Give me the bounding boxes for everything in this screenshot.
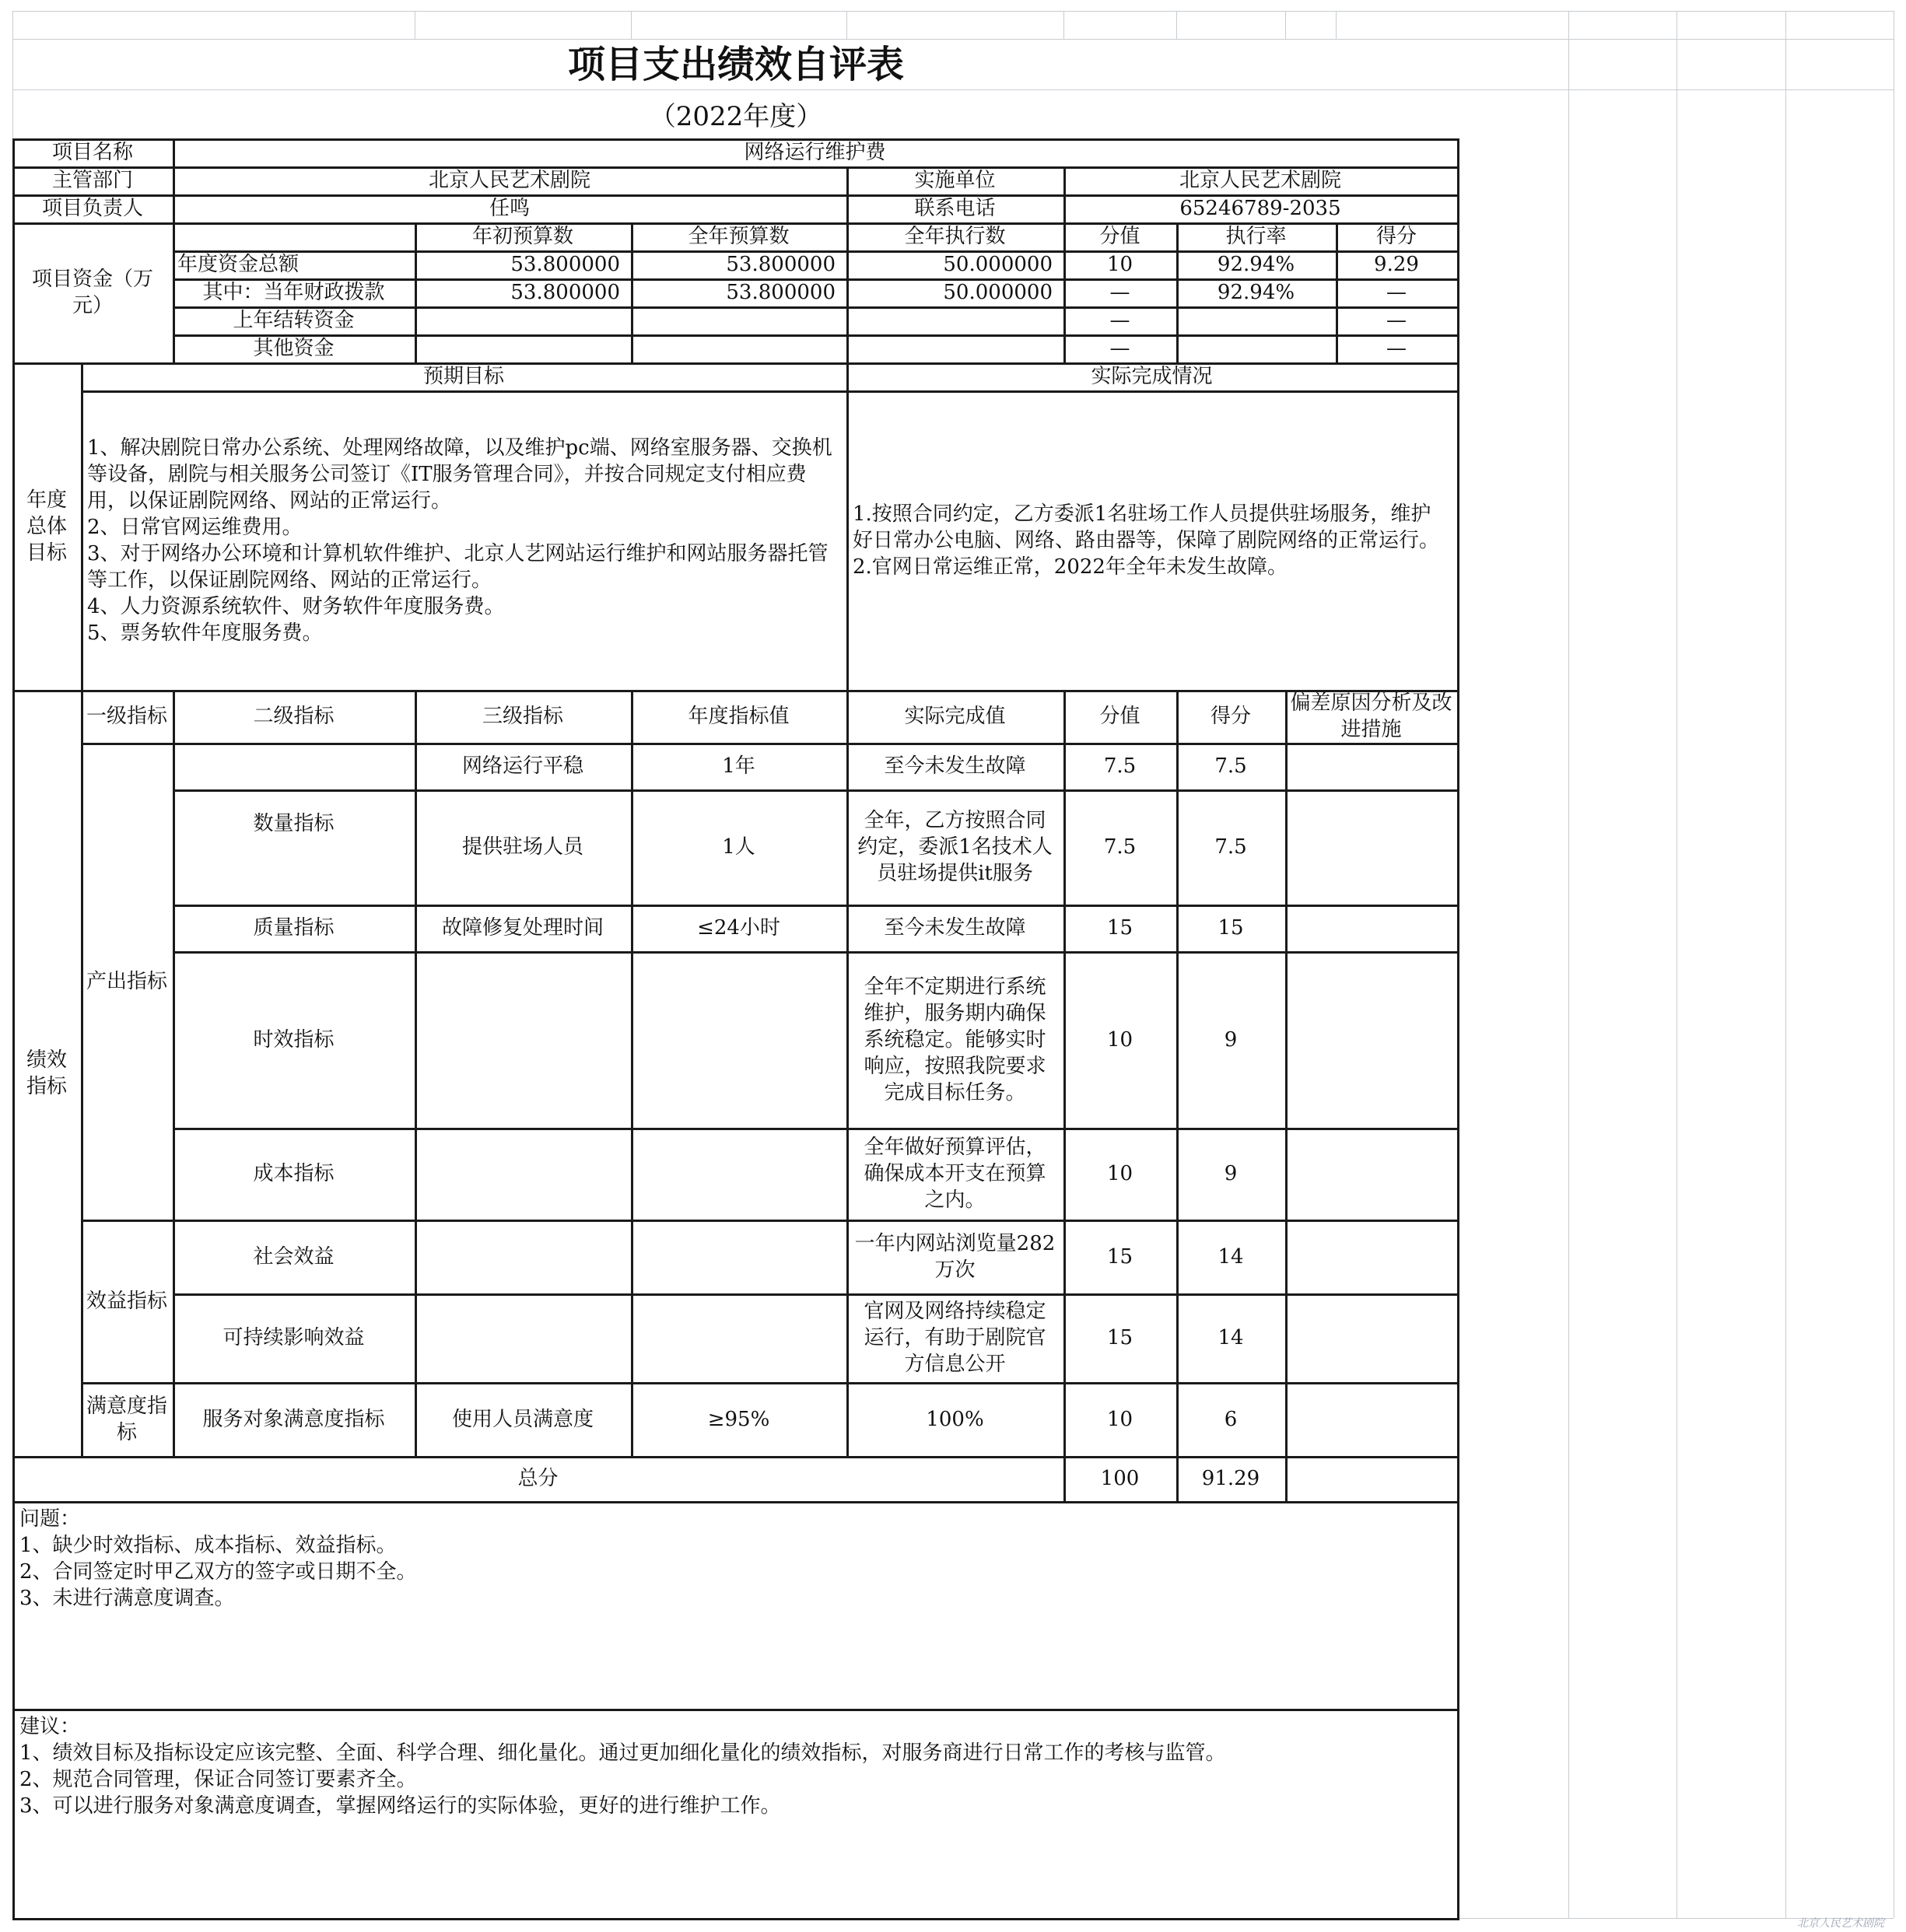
- phone-label: 联系电话: [914, 197, 996, 220]
- indicator-actual: 至今未发生故障: [884, 916, 1026, 940]
- indicator-score: 6: [1224, 1407, 1238, 1431]
- funds-weight: —: [1109, 309, 1130, 332]
- project-name-value: 网络运行维护费: [744, 141, 886, 164]
- gridline: [1336, 11, 1337, 39]
- funds-score: —: [1386, 309, 1407, 332]
- indicator-deviation: [1285, 1128, 1457, 1220]
- funds-weight: —: [1109, 281, 1130, 304]
- indicator-actual: 全年，乙方按照合同约定，委派1名技术人员驻场提供it服务: [857, 809, 1053, 885]
- expected-goal-header: 预期目标: [422, 365, 504, 388]
- advice-text: 建议： 1、绩效目标及指标设定应该完整、全面、科学合理、细化量化。通过更加细化量化的绩效指标，对服务商进行日常工作的考核与监管。 2、规范合同管理，保证合同签订要素齐全。 3、可以进行服务对象满意度调查，掌握网络运行的实际体验，更好的进行维护工作。: [19, 1715, 1226, 1818]
- funds-row-label: 上年结转资金: [233, 309, 355, 332]
- gridline: [846, 11, 847, 39]
- funds-rate: [1176, 334, 1336, 362]
- total-score: 91.29: [1201, 1467, 1260, 1490]
- gridline: [1063, 11, 1064, 39]
- funds-full: 53.800000: [726, 253, 836, 276]
- indicator-level3: 使用人员满意度: [451, 1407, 594, 1431]
- indicator-score: 7.5: [1214, 835, 1247, 859]
- indicator-actual: 一年内网站浏览量282万次: [854, 1231, 1056, 1282]
- funds-full: [631, 306, 846, 334]
- funds-init: [415, 334, 631, 362]
- funds-rate: [1176, 306, 1336, 334]
- total-weight: 100: [1100, 1467, 1140, 1490]
- funds-full: [631, 334, 846, 362]
- perf-header-level3: 三级指标: [482, 705, 563, 728]
- indicator-weight: 10: [1106, 1027, 1133, 1052]
- indicator-actual: 100%: [926, 1407, 984, 1431]
- indicator-actual: 全年不定期进行系统维护，服务期内确保系统稳定。能够实时响应，按照我院要求完成目标任务。: [864, 975, 1046, 1104]
- indicator-weight: 15: [1106, 1326, 1133, 1349]
- indicator-score: 15: [1218, 916, 1244, 940]
- subgroup-cost: 成本指标: [253, 1162, 335, 1185]
- indicator-level3: 提供驻场人员: [461, 835, 583, 859]
- funds-score: 9.29: [1374, 253, 1419, 276]
- perf-header-score: 得分: [1210, 705, 1251, 728]
- group-satisfaction: 满意度指标: [86, 1394, 167, 1444]
- indicator-deviation: [1285, 951, 1457, 1128]
- watermark: 北京人民艺术剧院: [1797, 1917, 1884, 1930]
- indicator-actual: 官网及网络持续稳定运行，有助于剧院官方信息公开: [864, 1300, 1046, 1376]
- funds-header: 年初预算数: [471, 225, 573, 248]
- funds-score: —: [1386, 281, 1407, 304]
- indicator-weight: 7.5: [1103, 835, 1137, 859]
- indicator-score: 9: [1224, 1162, 1238, 1185]
- funds-score: —: [1386, 337, 1407, 360]
- funds-header: 执行率: [1225, 225, 1287, 248]
- indicator-weight: 7.5: [1103, 754, 1137, 778]
- indicator-weight: 15: [1106, 1244, 1133, 1269]
- group-output: 产出指标: [86, 969, 167, 993]
- indicator-score: 14: [1218, 1244, 1244, 1269]
- subgroup-timeliness: 时效指标: [253, 1027, 335, 1052]
- annual-goal-label: 年度 总体 目标: [26, 488, 67, 565]
- funds-init: 53.800000: [510, 281, 620, 304]
- indicator-deviation: [1285, 743, 1457, 789]
- indicator-target: ≥95%: [707, 1407, 770, 1431]
- page-subtitle-year: （2022年度）: [649, 101, 823, 132]
- subgroup-sustainable: 可持续影响效益: [222, 1326, 365, 1349]
- gridline: [12, 89, 1894, 90]
- funds-rate: 92.94%: [1217, 281, 1295, 304]
- funds-label: 项目资金（万元）: [31, 268, 153, 317]
- perf-header-level2: 二级指标: [253, 705, 335, 728]
- perf-header-deviation: 偏差原因分析及改进措施: [1290, 691, 1452, 741]
- phone-value: 65246789-2035: [1179, 197, 1341, 220]
- funds-weight: —: [1109, 337, 1130, 360]
- funds-header: 全年执行数: [904, 225, 1006, 248]
- owner-label: 项目负责人: [41, 197, 143, 220]
- funds-full: 53.800000: [726, 281, 836, 304]
- funds-exec: [846, 334, 1063, 362]
- indicator-target: [631, 1128, 846, 1220]
- total-label: 总分: [517, 1467, 559, 1490]
- indicator-level3: [415, 1220, 631, 1293]
- funds-exec: 50.000000: [943, 253, 1053, 276]
- dept-value: 北京人民艺术剧院: [428, 169, 590, 192]
- indicator-target: 1年: [722, 754, 755, 778]
- indicator-deviation: [1285, 905, 1457, 951]
- funds-row-label: 其中：当年财政拨款: [202, 281, 385, 304]
- group-benefit: 效益指标: [86, 1289, 167, 1313]
- funds-rate: 92.94%: [1217, 253, 1295, 276]
- funds-row-label: 年度资金总额: [177, 253, 300, 276]
- gridline: [1568, 11, 1569, 1918]
- indicator-deviation: [1285, 1220, 1457, 1293]
- indicator-weight: 10: [1106, 1162, 1133, 1185]
- expected-goal-text: 1、解决剧院日常办公系统、处理网络故障，以及维护pc端、网络室服务器、交换机等设备，剧院与相关服务公司签订《IT服务管理合同》，并按合同规定支付相应费用，以保证剧院网络、网站的正常运行。 2、日常官网运维费用。 3、对于网络办公环境和计算机软件维护、北京人艺网站运行维护和网站服务器托管等工作，以保证剧院网络、网站的正常运行。 4、人力资源系统软件、财务软件年度服务费。 5、票务软件年度服务费。: [87, 436, 832, 645]
- subgroup-service-satisfaction: 服务对象满意度指标: [202, 1407, 385, 1431]
- perf-header-target: 年度指标值: [688, 705, 790, 728]
- indicator-level3: [415, 1293, 631, 1382]
- impl-unit-value: 北京人民艺术剧院: [1179, 169, 1341, 192]
- indicator-level3: [415, 951, 631, 1128]
- funds-row-label: 其他资金: [253, 337, 335, 360]
- subgroup-quantity: 数量指标: [253, 812, 335, 835]
- gridline: [1176, 11, 1177, 39]
- performance-indicator-label: 绩效 指标: [26, 1048, 67, 1098]
- owner-value: 任鸣: [489, 197, 530, 220]
- dept-label: 主管部门: [51, 169, 133, 192]
- funds-header: 得分: [1375, 225, 1417, 248]
- gridline: [1785, 11, 1786, 1918]
- gridline: [631, 11, 632, 39]
- indicator-score: 9: [1224, 1027, 1238, 1052]
- gridline: [1285, 11, 1286, 39]
- indicator-weight: 10: [1106, 1407, 1133, 1431]
- impl-unit-label: 实施单位: [914, 169, 996, 192]
- perf-header-level1: 一级指标: [86, 705, 167, 728]
- indicator-deviation: [1285, 1382, 1457, 1456]
- indicator-target: [631, 1220, 846, 1293]
- funds-exec: 50.000000: [943, 281, 1053, 304]
- funds-header: 分值: [1099, 225, 1140, 248]
- indicator-level3: [415, 1128, 631, 1220]
- page-title: 项目支出绩效自评表: [567, 42, 904, 86]
- indicator-actual: 全年做好预算评估，确保成本开支在预算之内。: [864, 1136, 1046, 1212]
- actual-completion-text: 1.按照合同约定，乙方委派1名驻场工作人员提供驻场服务，维护好日常办公电脑、网络、路由器等，保障了剧院网络的正常运行。 2.官网日常运维正常，2022年全年未发生故障。: [853, 502, 1440, 579]
- gridline: [12, 11, 1894, 12]
- indicator-level3: 故障修复处理时间: [441, 916, 604, 940]
- indicator-weight: 15: [1106, 916, 1133, 940]
- subgroup-quality: 质量指标: [253, 916, 335, 940]
- issues-text: 问题： 1、缺少时效指标、成本指标、效益指标。 2、合同签定时甲乙双方的签字或日期不全。 3、未进行满意度调查。: [19, 1507, 417, 1610]
- indicator-deviation: [1285, 789, 1457, 905]
- funds-weight: 10: [1106, 253, 1133, 276]
- indicator-actual: 至今未发生故障: [884, 754, 1026, 778]
- indicator-score: 14: [1218, 1326, 1244, 1349]
- indicator-score: 7.5: [1214, 754, 1247, 778]
- perf-header-actual: 实际完成值: [904, 705, 1006, 728]
- funds-init: [415, 306, 631, 334]
- project-name-label: 项目名称: [51, 141, 133, 164]
- indicator-target: [631, 951, 846, 1128]
- indicator-target: 1人: [722, 835, 755, 859]
- indicator-target: [631, 1293, 846, 1382]
- actual-completion-header: 实际完成情况: [1091, 365, 1213, 388]
- indicator-target: ≤24小时: [697, 916, 780, 940]
- funds-header: 全年预算数: [688, 225, 790, 248]
- subgroup-social: 社会效益: [253, 1244, 335, 1269]
- funds-init: 53.800000: [510, 253, 620, 276]
- indicator-level3: 网络运行平稳: [461, 754, 583, 778]
- perf-header-weight: 分值: [1099, 705, 1140, 728]
- funds-exec: [846, 306, 1063, 334]
- indicator-deviation: [1285, 1293, 1457, 1382]
